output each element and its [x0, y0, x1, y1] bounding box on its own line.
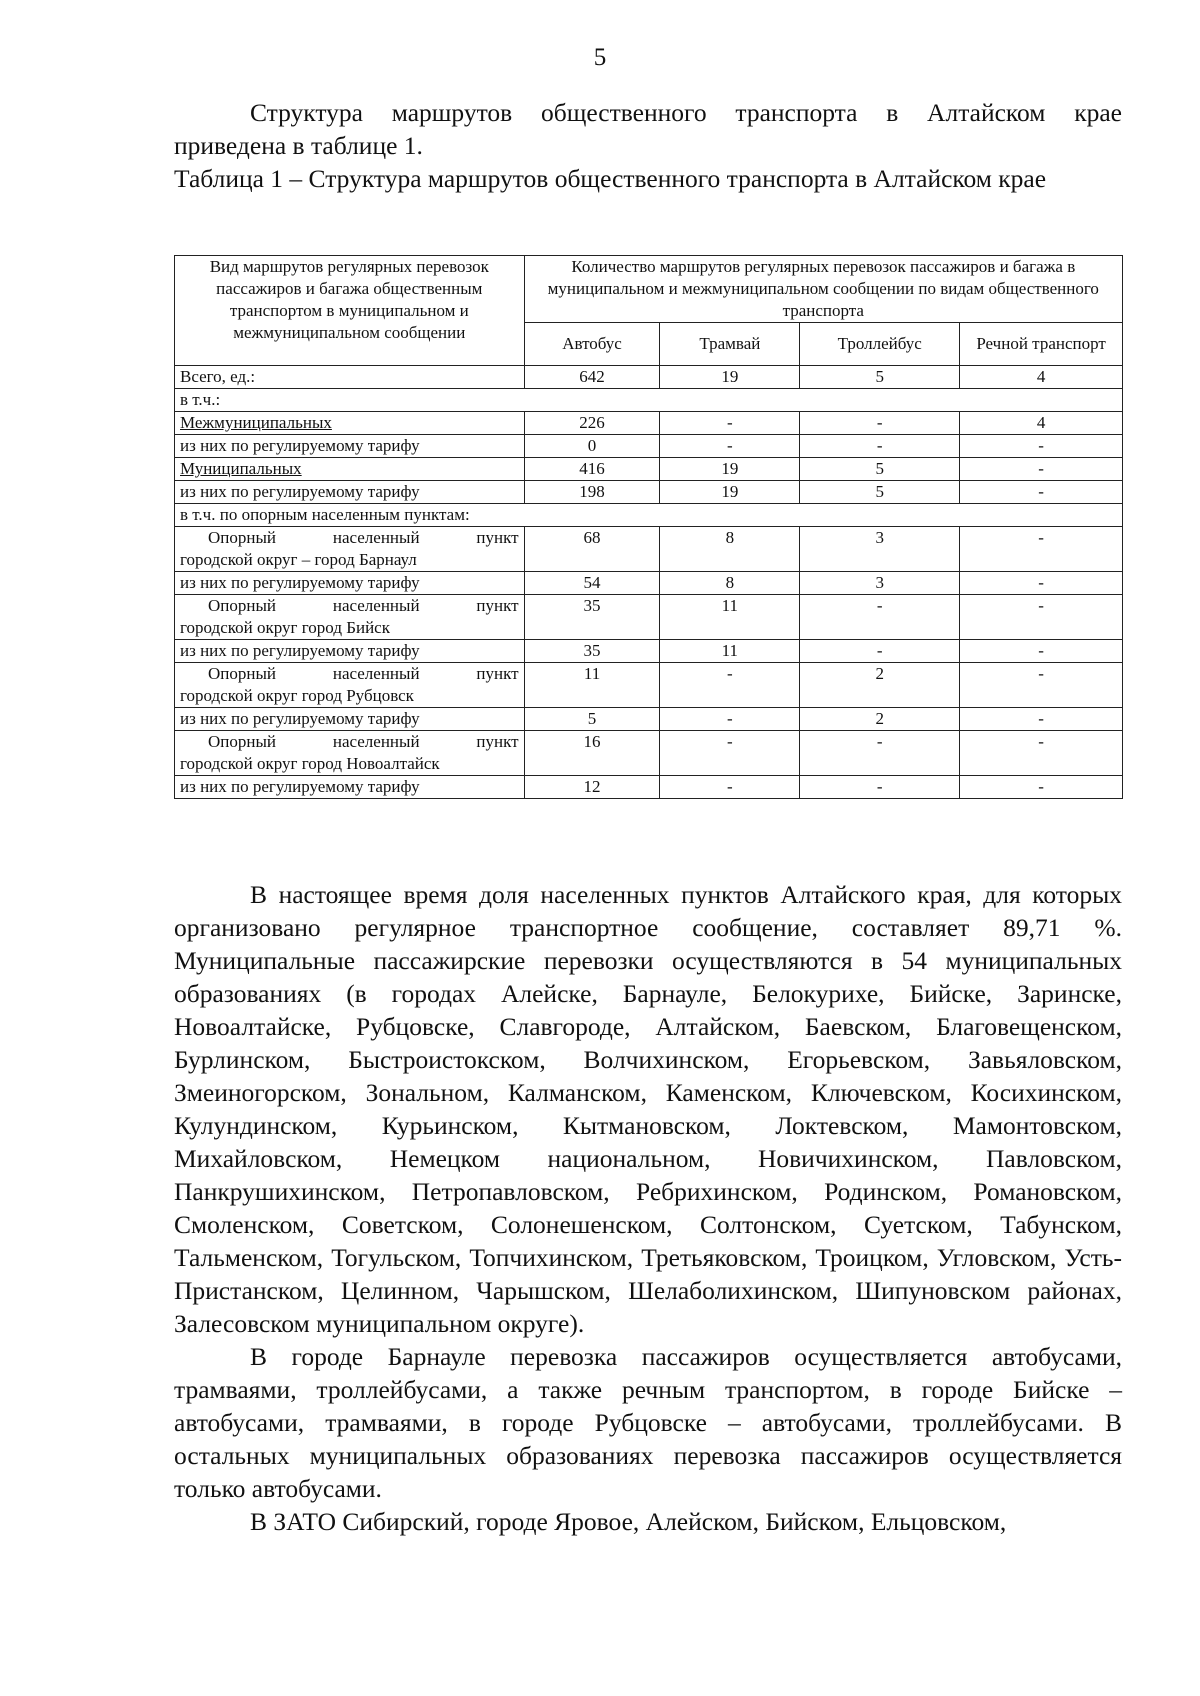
cell-tram: - [660, 435, 800, 458]
cell-tram: - [660, 412, 800, 435]
support-label: в т.ч. по опорным населенным пунктам: [175, 504, 1123, 527]
intro-block [174, 96, 1122, 195]
incl-label: в т.ч.: [175, 389, 1123, 412]
total-river: 4 [960, 366, 1123, 389]
cell-trolleybus: 3 [800, 527, 960, 572]
cell-trolleybus: 3 [800, 572, 960, 595]
cell-trolleybus: - [800, 640, 960, 663]
cell-tram: - [660, 731, 800, 776]
row-label-line-2: городской округ город Рубцовск [180, 686, 414, 705]
header-trolleybus: Троллейбус [800, 323, 960, 366]
cell-river: - [960, 527, 1123, 572]
row-label-line-1: Опорный населенный пункт [208, 732, 519, 751]
paragraph-1: В настоящее время доля населенных пунктов Алтайского края, для которых организовано регулярное транспортное сообщение, составляет 89,71 %. Муниципальные пассажирские перевозки осуществляются в 54 муниципальных образованиях (в городах Алейске, Барнауле, Белокурихе, Бийске, Заринске, Новоалтайске, Рубцовске, Славгороде, Алтайском, Баевском, Благовещенском, Бурлинском, Быстроистокском, Волчихинском, Егорьевском, Завьяловском, Змеиногорском, Зональном, Калманском, Каменском, Ключевском, Косихинском, Кулундинском, Курьинском, Кытмановском, Локтевском, Мамонтовском, Михайловском, Немецком национальном, Новичихинском, Павловском, Панкрушихинском, Петропавловском, Ребрихинском, Родинском, Романовском, Смоленском, Советском, Солонешенском, Солтонском, Суетском, Табунском, Тальменском, Тогульском, Топчихинском, Третьяковском, Троицком, Угловском, Усть-Пристанском, Целинном, Чарышском, Шелаболихинском, Шипуновском районах, Залесовском муниципальном округе). [174, 880, 1122, 1338]
cell-bus: 0 [524, 435, 660, 458]
header-route-count: Количество маршрутов регулярных перевозок пассажиров и багажа в муниципальном и межмуниципальном сообщении по видам общественного транспорта [524, 256, 1122, 323]
total-bus: 642 [524, 366, 660, 389]
cell-trolleybus: 2 [800, 663, 960, 708]
row-label: Межмуниципальных [175, 412, 525, 435]
cell-bus: 54 [524, 572, 660, 595]
cell-river: - [960, 435, 1123, 458]
row-label: из них по регулируемому тарифу [175, 776, 525, 799]
cell-river: - [960, 663, 1123, 708]
row-label: из них по регулируемому тарифу [175, 572, 525, 595]
total-trolleybus: 5 [800, 366, 960, 389]
table-row [175, 572, 1123, 595]
header-tram: Трамвай [660, 323, 800, 366]
intro-line-2: приведена в таблице 1. [174, 131, 423, 160]
table-row [175, 527, 1123, 572]
cell-river: - [960, 708, 1123, 731]
total-tram: 19 [660, 366, 800, 389]
header-river: Речной транспорт [960, 323, 1123, 366]
row-label [175, 731, 525, 776]
intro-line-1: Структура маршрутов общественного транспорта в Алтайском крае [250, 98, 1122, 127]
row-label-line-2: городской округ – город Барнаул [180, 550, 417, 569]
cell-bus: 35 [524, 595, 660, 640]
header-bus: Автобус [524, 323, 660, 366]
table-row-support-heading [175, 504, 1123, 527]
cell-trolleybus: - [800, 435, 960, 458]
table-row [175, 640, 1123, 663]
table-row [175, 776, 1123, 799]
cell-tram: 8 [660, 527, 800, 572]
row-label-line-1: Опорный населенный пункт [208, 528, 519, 547]
routes-table [174, 255, 1123, 799]
header-route-type: Вид маршрутов регулярных перевозок пассажиров и багажа общественным транспортом в муниципальном и межмуниципальном сообщении [175, 256, 525, 366]
table-row [175, 412, 1123, 435]
cell-river: - [960, 640, 1123, 663]
cell-bus: 226 [524, 412, 660, 435]
table-row [175, 481, 1123, 504]
body-text [174, 878, 1122, 1538]
cell-bus: 12 [524, 776, 660, 799]
cell-tram: 11 [660, 640, 800, 663]
cell-tram: - [660, 776, 800, 799]
table-row [175, 731, 1123, 776]
cell-river: - [960, 776, 1123, 799]
cell-river: - [960, 481, 1123, 504]
cell-river: - [960, 572, 1123, 595]
paragraph-3: В ЗАТО Сибирский, городе Яровое, Алейском, Бийском, Ельцовском, [250, 1507, 1007, 1536]
cell-bus: 68 [524, 527, 660, 572]
cell-river: 4 [960, 412, 1123, 435]
cell-bus: 16 [524, 731, 660, 776]
cell-tram: 11 [660, 595, 800, 640]
row-label-line-1: Опорный населенный пункт [208, 596, 519, 615]
cell-bus: 5 [524, 708, 660, 731]
table-row [175, 458, 1123, 481]
paragraph-2: В городе Барнауле перевозка пассажиров осуществляется автобусами, трамваями, троллейбусами, а также речным транспортом, в городе Бийске – автобусами, трамваями, в городе Рубцовске – автобусами, троллейбусами. В остальных муниципальных образованиях перевозка пассажиров осуществляется только автобусами. [174, 1342, 1122, 1503]
table-header-row [175, 256, 1123, 323]
cell-tram: 19 [660, 458, 800, 481]
row-label-line-2: городской округ город Новоалтайск [180, 754, 440, 773]
table-row [175, 663, 1123, 708]
cell-trolleybus: 2 [800, 708, 960, 731]
cell-trolleybus: - [800, 412, 960, 435]
row-label-line-2: городской округ город Бийск [180, 618, 390, 637]
row-label [175, 663, 525, 708]
total-label: Всего, ед.: [175, 366, 525, 389]
row-label: из них по регулируемому тарифу [175, 640, 525, 663]
row-label: Муниципальных [175, 458, 525, 481]
row-label [175, 595, 525, 640]
cell-bus: 198 [524, 481, 660, 504]
cell-trolleybus: - [800, 731, 960, 776]
page-number: 5 [593, 44, 607, 71]
table-row [175, 595, 1123, 640]
table-row-total [175, 366, 1123, 389]
cell-trolleybus: - [800, 595, 960, 640]
cell-tram: 8 [660, 572, 800, 595]
row-label-line-1: Опорный населенный пункт [208, 664, 519, 683]
cell-bus: 35 [524, 640, 660, 663]
cell-river: - [960, 595, 1123, 640]
row-label: из них по регулируемому тарифу [175, 708, 525, 731]
cell-trolleybus: - [800, 776, 960, 799]
table-title: Таблица 1 – Структура маршрутов общественного транспорта в Алтайском крае [174, 164, 1047, 193]
cell-river: - [960, 731, 1123, 776]
table-row-incl [175, 389, 1123, 412]
row-label: из них по регулируемому тарифу [175, 435, 525, 458]
cell-tram: 19 [660, 481, 800, 504]
cell-bus: 11 [524, 663, 660, 708]
cell-river: - [960, 458, 1123, 481]
cell-trolleybus: 5 [800, 481, 960, 504]
cell-tram: - [660, 663, 800, 708]
row-label [175, 527, 525, 572]
cell-trolleybus: 5 [800, 458, 960, 481]
table-row [175, 435, 1123, 458]
table-row [175, 708, 1123, 731]
cell-tram: - [660, 708, 800, 731]
cell-bus: 416 [524, 458, 660, 481]
row-label: из них по регулируемому тарифу [175, 481, 525, 504]
